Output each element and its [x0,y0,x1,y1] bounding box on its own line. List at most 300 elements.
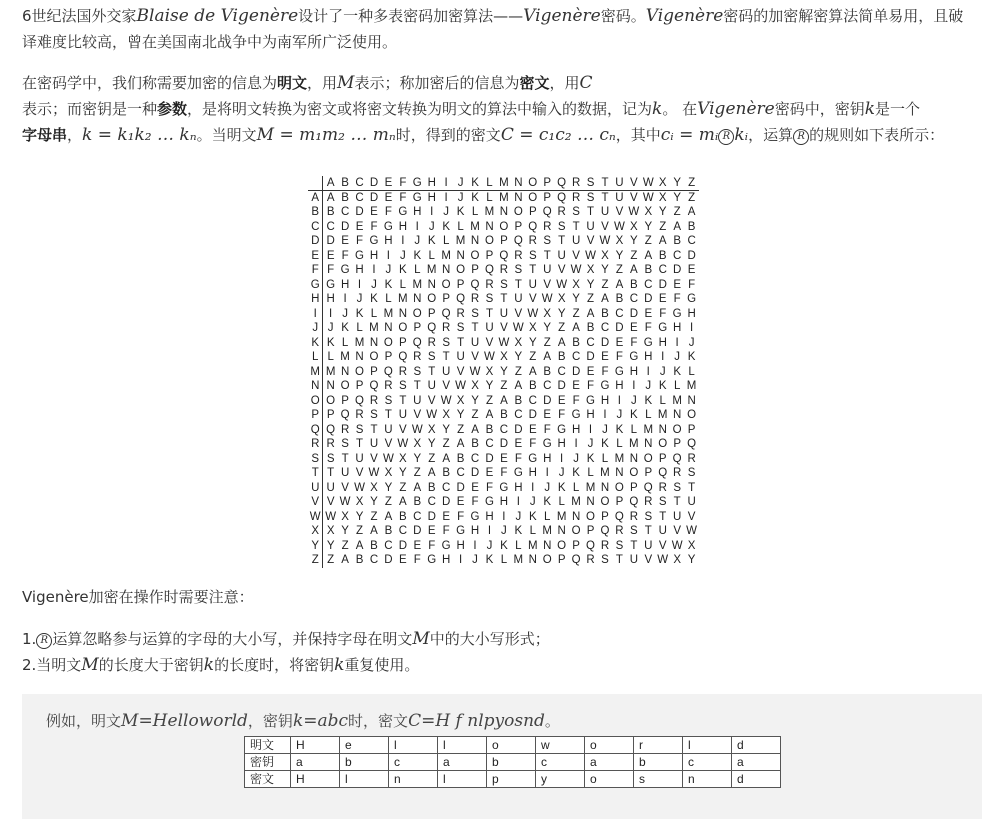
square-cell: H [413,206,422,218]
square-cell: B [543,365,552,378]
square-cell: T [543,249,551,262]
table-cell: e [340,737,389,754]
square-cell: Q [542,206,552,218]
square-cell: A [687,206,696,218]
square-cell: R [557,206,566,218]
square-cell: A [355,539,364,552]
notes-title: Vigenère加密在操作时需要注意： [22,588,254,606]
square-cell: J [472,554,478,566]
table-row [245,737,781,754]
square-cell: X [442,409,450,421]
square-cell: A [485,409,494,421]
square-cell: O [398,322,408,334]
square-cell: E [413,539,422,552]
intro-text: 密码。 [600,7,646,25]
square-cell: G [484,496,494,508]
square-cell: N [369,336,379,349]
square-cell: E [543,409,552,421]
square-cell: N [326,380,335,392]
square-cell: C [384,539,393,552]
square-cell: U [557,249,566,262]
square-cell: Q [513,235,523,247]
square-cell: U [687,496,696,508]
square-cell: X [615,235,624,247]
square-cell: B [500,409,508,421]
table-cell: H [291,771,340,788]
square-cell: P [528,206,537,218]
square-row [308,234,700,249]
square-cell: F [471,496,479,508]
def-text: 在密码学中，我们称需要加密的信息为 [22,74,278,92]
square-cell: A [557,336,566,349]
square-cell: C [340,206,350,218]
square-cell: H [571,423,581,436]
square-cell: U [528,278,537,291]
square-cell: G [340,264,350,276]
square-cell: W [570,264,582,276]
square-cell: Y [399,467,407,479]
square-cell: P [673,438,681,450]
square-cell: T [413,380,421,392]
square-cell: W [325,510,337,523]
square-cell: Z [688,191,696,204]
square-cell: E [341,235,349,247]
square-cell: D [644,293,653,305]
square-cell: Z [572,307,580,320]
vigenere-square [308,176,700,568]
square-cell: I [357,278,362,291]
square-cell: M [340,351,350,363]
note-item-1 [22,626,550,652]
square-cell: T [688,481,696,494]
square-cell: K [673,365,681,378]
square-cell: O [586,510,595,523]
square-cell: G [326,278,336,291]
square-cell: M [455,235,466,247]
square-cell: F [457,510,465,523]
table-cell: d [732,771,781,788]
example-key: =abc [303,711,349,731]
square-cell: L [428,249,435,262]
square-cell: P [413,322,422,334]
math-k: k [203,655,215,675]
table-row [245,754,781,771]
square-cell: S [341,438,349,450]
square-cell: D [600,336,610,349]
example-text [46,708,560,734]
square-cell: T [471,322,479,334]
square-cell: E [586,365,595,378]
square-row-header: N [308,379,323,394]
square-cell: V [557,264,566,276]
square-cell: Y [572,293,580,305]
square-cell: J [356,293,363,305]
square-cell: V [528,293,537,305]
square-row-header: B [308,205,323,220]
square-row-header: E [308,249,323,264]
square-cell: T [587,206,595,218]
square-cell: E [572,380,580,392]
square-cell: M [484,206,495,218]
square-cell: A [384,510,393,523]
square-cell: J [371,278,377,291]
square-cell: S [601,554,609,566]
square-cell: Z [428,452,436,465]
def-text: ，运算 [748,126,794,144]
square-row [308,524,700,539]
square-cell: M [470,220,480,233]
example-label: 例如，明文 [46,712,122,730]
square-cell: Z [587,293,595,305]
square-cell: Y [644,220,653,233]
square-cell: I [487,525,492,537]
square-cell: B [370,539,378,552]
square-cell: E [471,481,479,494]
square-cell: N [485,220,494,233]
square-cell: O [557,539,567,552]
square-cell: G [355,249,364,262]
square-cell: M [325,365,336,378]
square-cell: I [675,336,679,349]
square-cell: I [632,380,636,392]
square-cell: V [500,322,508,334]
square-cell: L [601,452,609,465]
square-cell: X [355,496,364,508]
square-cell: I [646,365,650,378]
square-cell: C [528,394,537,407]
square-cell: B [586,322,595,334]
square-cell: U [369,438,379,450]
square-row [308,220,700,235]
square-cell: H [369,249,379,262]
square-row-header: F [308,263,323,278]
square-cell: J [399,249,406,262]
square-cell: N [687,394,696,407]
math-k: k [292,711,304,731]
square-cell: E [500,452,508,465]
square-cell: S [427,351,436,363]
square-cell: H [586,409,595,421]
square-cell: Y [456,409,465,421]
square-cell: G [369,235,379,247]
table-cell: c [683,754,732,771]
square-cell: P [644,467,653,479]
square-cell: Z [543,336,551,349]
math-key-expression: k = k₁k₂ … kₙ [82,125,197,145]
math-k: k [864,99,876,119]
square-row-header: S [308,452,323,467]
square-cell: K [413,249,422,262]
square-cell: L [385,293,392,305]
square-cell: E [355,220,364,233]
square-cell: S [442,336,450,349]
square-cell: Y [500,365,508,378]
square-cell: L [486,191,493,204]
square-cell: X [341,510,349,523]
intro-paragraph [22,3,972,55]
square-cell: G [383,220,393,233]
square-cell: T [558,235,566,247]
square-cell: F [485,481,493,494]
square-cell: J [558,467,565,479]
square-cell: F [356,235,364,247]
square-cell: U [658,525,667,537]
square-row [308,437,700,452]
def-text: ， [67,126,83,144]
square-cell: T [428,365,436,378]
square-cell: D [485,452,494,465]
square-cell: O [614,481,624,494]
square-cell: S [630,525,638,537]
square-cell: R [470,293,480,305]
square-cell: A [514,380,523,392]
def-text: 的规则如下表所示： [809,126,945,144]
square-row-header: I [308,307,323,322]
square-cell: R [326,438,335,450]
square-cell: S [485,293,494,305]
square-cell: Q [369,380,379,392]
square-cell: Z [630,249,638,262]
square-cell: H [340,278,350,291]
circled-r-operator-icon: R [718,129,734,145]
square-cell: O [542,554,552,566]
square-cell: P [557,554,566,566]
square-row-header: R [308,437,323,452]
square-cell: X [658,191,667,204]
square-cell: C [485,438,494,450]
square-cell: M [426,264,437,276]
square-cell: F [399,191,407,204]
note-text: 的长度时，将密钥 [214,656,335,674]
square-row [308,539,700,554]
square-cell: A [442,452,450,465]
square-cell: N [543,539,552,552]
square-cell: W [426,409,438,421]
square-cell: L [572,481,580,494]
square-cell: R [413,351,422,363]
square-cell: G [658,322,668,334]
note-text: 的长度大于密钥 [98,656,204,674]
square-cell: P [442,293,450,305]
square-cell: D [586,351,595,363]
square-cell: L [558,496,565,508]
square-cell: N [470,235,480,247]
square-cell: R [340,423,350,436]
square-cell: L [616,438,623,450]
square-cell: U [485,322,494,334]
square-cell: Q [398,351,408,363]
square-cell: H [427,191,436,204]
square-cell: K [687,351,696,363]
square-row [308,292,700,307]
square-cell: G [398,206,408,218]
square-cell: J [688,336,695,349]
square-cell: D [528,409,537,421]
square-cell: X [557,293,566,305]
square-row [308,321,700,336]
square-cell: H [514,481,523,494]
square-cell: G [427,554,437,566]
square-cell: W [642,191,654,204]
square-cell: E [514,438,523,450]
square-cell: N [340,365,350,378]
square-cell: U [413,394,422,407]
square-cell: L [356,322,363,334]
square-cell: F [384,206,392,218]
square-cell: G [542,438,552,450]
table-cell: r [634,737,683,754]
square-column-header: S [583,176,597,191]
square-cell: V [341,481,349,494]
square-cell: R [600,539,610,552]
square-cell: A [399,496,407,508]
inventor-name: Blaise de Vigenère [136,6,299,26]
square-cell: J [428,220,435,233]
square-cell: O [456,264,466,276]
term-letter-string: 字母串 [22,126,68,144]
square-cell: P [427,307,436,320]
square-cell: N [644,438,653,450]
square-cell: R [543,220,552,233]
square-cell: J [443,206,450,218]
square-cell: W [556,278,568,291]
square-cell: A [471,423,479,436]
square-cell: Z [341,539,349,552]
square-cell: Z [370,510,378,523]
square-row-header: W [308,510,323,525]
square-cell: K [528,510,537,523]
square-cell: N [499,206,509,218]
square-cell: C [369,554,379,566]
square-cell: P [471,264,479,276]
square-cell: C [687,235,696,247]
square-cell: J [342,307,348,320]
square-cell: O [528,191,538,204]
square-cell: I [617,394,621,407]
square-cell: Q [355,394,364,407]
square-cell: B [514,394,523,407]
square-cell: J [630,394,637,407]
square-cell: P [355,380,364,392]
square-cell: P [485,249,494,262]
square-cell: R [456,307,465,320]
square-cell: S [615,539,624,552]
square-column-header: D [367,176,381,191]
vigenere-term: Vigenère [645,6,724,26]
square-cell: Z [500,380,508,392]
square-cell: S [543,235,552,247]
square-row-header: C [308,220,323,235]
square-cell: Q [557,191,567,204]
square-cell: D [615,322,624,334]
square-cell: C [442,481,451,494]
square-cell: D [470,467,480,479]
math-ci: cᵢ = mᵢ [660,125,719,145]
square-cell: Y [413,452,422,465]
square-cell: J [659,365,666,378]
square-cell: O [484,235,494,247]
square-cell: V [326,496,335,508]
square-cell: E [557,394,566,407]
square-cell: M [672,394,682,407]
square-cell: D [557,380,566,392]
square-cell: M [441,249,451,262]
table-cell: y [536,771,585,788]
square-cell: U [398,409,407,421]
square-cell: C [456,467,465,479]
square-row-header: Z [308,553,323,568]
square-cell: I [502,510,506,523]
square-cell: O [369,351,379,363]
note-text: 运算忽略参与运算的字母的大小写，并保持字母在明文 [52,630,413,648]
square-cell: K [485,554,494,566]
square-cell: B [442,467,450,479]
square-cell: W [440,394,452,407]
square-cell: I [661,351,665,363]
square-cell: G [629,351,639,363]
square-cell: U [427,380,436,392]
square-cell: J [645,380,652,392]
square-cell: V [586,235,595,247]
square-cell: K [341,322,349,334]
square-cell: R [629,510,638,523]
square-cell: T [370,423,378,436]
square-cell: G [441,539,451,552]
def-text: 是一个 [875,100,921,118]
square-cell: A [673,220,681,233]
square-column-header: F [396,176,410,191]
square-cell: S [355,423,364,436]
square-cell: B [658,249,667,262]
square-cell: L [645,409,652,421]
square-cell: H [355,264,364,276]
square-cell: V [601,220,609,233]
square-cell: Y [384,481,393,494]
square-cell: H [687,307,696,320]
square-cell: V [644,554,653,566]
square-cell: Q [499,249,509,262]
square-cell: Q [470,278,480,291]
square-column-header: R [569,176,583,191]
square-cell: B [615,293,624,305]
square-cell: R [355,409,364,421]
square-cell: H [485,510,494,523]
square-cell: V [658,539,667,552]
square-cell: F [673,293,681,305]
square-cell: L [457,220,464,233]
square-cell: U [499,307,509,320]
square-column-header: N [511,176,525,191]
square-cell: B [630,278,638,291]
square-cell: V [413,409,422,421]
square-cell: F [413,554,421,566]
square-cell: A [500,394,508,407]
square-cell: Q [340,409,350,421]
square-cell: B [485,423,494,436]
term-plaintext: 明文 [277,74,308,92]
square-cell: L [587,467,594,479]
square-cell: N [600,481,610,494]
square-cell: G [456,525,466,537]
example-label: 时，密文 [348,712,409,730]
square-column-header: Y [670,176,684,191]
square-column-header: C [352,176,366,191]
notes-list [22,626,550,678]
square-cell: O [340,380,350,392]
square-cell: T [514,278,522,291]
square-row [308,510,700,525]
example-plaintext: =Helloworld [138,711,248,731]
